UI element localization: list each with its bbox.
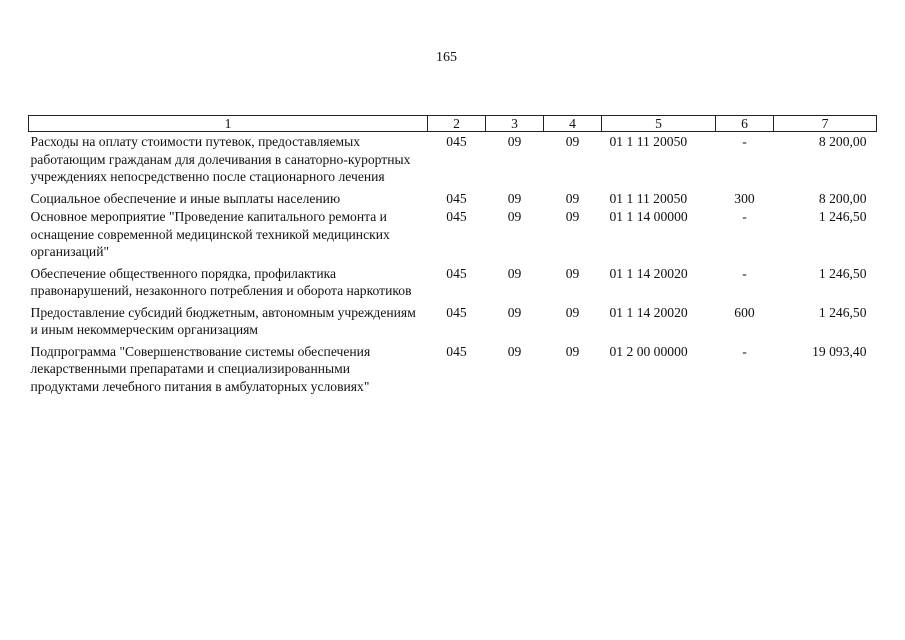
row-col4: 09 — [565, 304, 580, 320]
row-col7: 8 200,00 — [818, 190, 867, 206]
row-col3: 09 — [507, 265, 522, 281]
row-col7: 8 200,00 — [818, 134, 867, 149]
row-col7: 1 246,50 — [818, 304, 867, 320]
row-col5: 01 2 00 00000 — [609, 343, 688, 359]
table-row — [29, 207, 877, 264]
row-col2: 045 — [446, 304, 467, 320]
row-col6: - — [742, 209, 747, 224]
row-col4: 09 — [565, 134, 580, 149]
row-name: Основное мероприятие "Проведение капитального ремонта и оснащение современной медицинской техникой медицинских организаций" — [30, 209, 390, 259]
column-header-2: 2 — [428, 116, 486, 132]
table-row — [29, 132, 877, 189]
table-row — [29, 342, 877, 396]
column-header-7: 7 — [774, 116, 877, 132]
row-col2: 045 — [446, 134, 467, 149]
row-col5: 01 1 14 20020 — [609, 304, 688, 320]
column-header-1: 1 — [29, 116, 428, 132]
row-col3: 09 — [507, 304, 522, 320]
budget-table — [28, 115, 877, 395]
row-col5: 01 1 14 20020 — [609, 265, 688, 281]
row-col5: 01 1 11 20050 — [609, 134, 688, 149]
row-col6: 600 — [734, 304, 755, 320]
column-header-4: 4 — [544, 116, 602, 132]
row-col4: 09 — [565, 190, 580, 206]
row-name: Социальное обеспечение и иные выплаты населению — [30, 190, 341, 206]
row-col4: 09 — [565, 265, 580, 281]
row-col6: - — [742, 134, 747, 149]
row-col6: - — [742, 265, 747, 281]
row-col5: 01 1 11 20050 — [609, 190, 688, 206]
row-col7: 1 246,50 — [818, 209, 867, 224]
header-row — [29, 116, 877, 132]
row-col3: 09 — [507, 134, 522, 149]
page-number: 165 — [436, 50, 457, 65]
column-header-6: 6 — [716, 116, 774, 132]
table-row — [29, 189, 877, 208]
table-row — [29, 303, 877, 342]
row-col3: 09 — [507, 209, 522, 224]
row-name: Подпрограмма "Совершенствование системы обеспечения лекарственными препаратами и специализированными продуктами лечебного питания в амбулаторных условиях" — [30, 343, 371, 394]
column-header-5: 5 — [602, 116, 716, 132]
row-col7: 19 093,40 — [812, 343, 867, 359]
row-col2: 045 — [446, 209, 467, 224]
row-name: Предоставление субсидий бюджетным, автономным учреждениям и иным некоммерческим организациям — [30, 304, 416, 337]
row-name: Обеспечение общественного порядка, профилактика правонарушений, незаконного потребления и оборота наркотиков — [30, 265, 412, 298]
row-col3: 09 — [507, 343, 522, 359]
row-col2: 045 — [446, 265, 467, 281]
row-col5: 01 1 14 00000 — [609, 209, 688, 224]
table-row — [29, 264, 877, 303]
row-col6: 300 — [734, 190, 755, 206]
row-col2: 045 — [446, 343, 467, 359]
row-col2: 045 — [446, 190, 467, 206]
row-col4: 09 — [565, 209, 580, 224]
row-col3: 09 — [507, 190, 522, 206]
row-col4: 09 — [565, 343, 580, 359]
row-col7: 1 246,50 — [818, 265, 867, 281]
row-name: Расходы на оплату стоимости путевок, предоставляемых работающим гражданам для долечивания в санаторно-курортных учреждениях непосредственно после стационарного лечения — [30, 134, 411, 184]
row-col6: - — [742, 343, 747, 359]
column-header-3: 3 — [486, 116, 544, 132]
